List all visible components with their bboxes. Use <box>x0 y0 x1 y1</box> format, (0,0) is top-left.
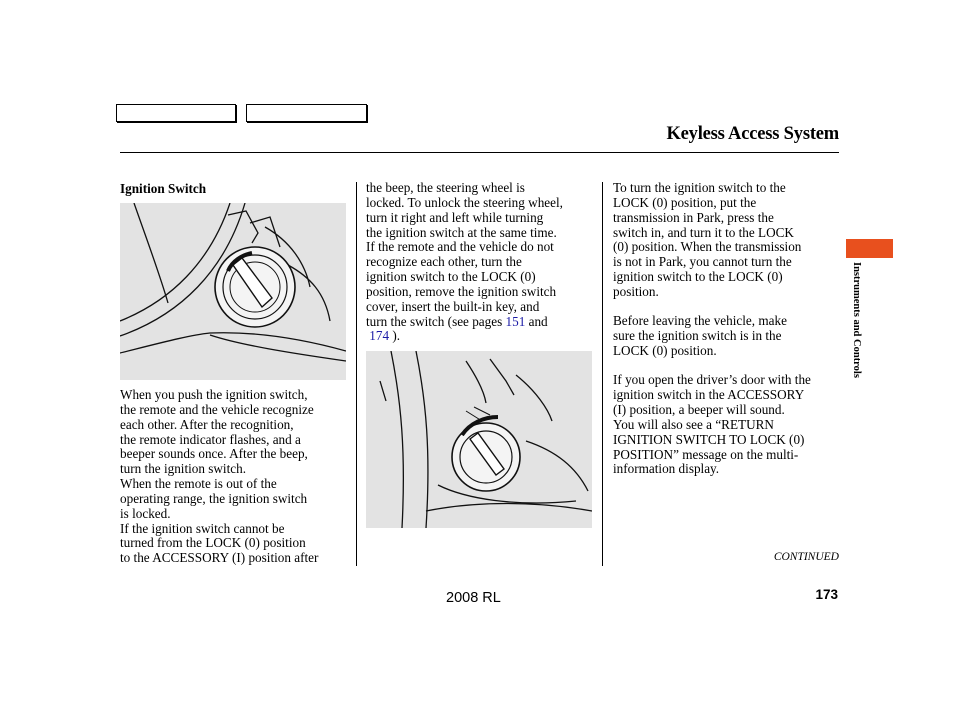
section-tab-marker <box>846 239 893 258</box>
text-line: (0) position. When the transmission <box>613 239 802 255</box>
text-line: When you push the ignition switch, <box>120 387 308 402</box>
text-line: the beep, the steering wheel is <box>366 180 525 195</box>
page-link-174[interactable]: 174 <box>369 328 390 344</box>
text-line: ignition switch to the LOCK (0) <box>366 269 536 285</box>
ignition-switch-cover-illustration <box>366 351 592 528</box>
text-line: IGNITION SWITCH TO LOCK (0) <box>613 431 805 447</box>
text-line: position, remove the ignition switch <box>366 283 557 299</box>
footer-model: 2008 RL <box>446 590 501 606</box>
text-line: turn the switch (see pages 151 and <box>366 313 548 329</box>
paragraph-3 <box>613 373 845 477</box>
text-line: position. <box>613 283 659 299</box>
text-line: turned from the LOCK (0) position <box>120 535 306 551</box>
text-line: sure the ignition switch is in the <box>613 328 782 344</box>
text-line: the ignition switch at the same time. <box>366 224 557 240</box>
column-divider-1 <box>356 182 357 566</box>
text-line: the remote and the vehicle recognize <box>120 401 314 417</box>
text-line: information display. <box>613 461 720 477</box>
ignition-switch-cover-drawing <box>366 351 592 528</box>
text-line: turn it right and left while turning <box>366 209 544 225</box>
text-line: turn the ignition switch. <box>120 461 247 477</box>
col2-text <box>366 181 600 344</box>
text-line: ignition switch to the LOCK (0) <box>613 269 783 285</box>
section-heading: Ignition Switch <box>120 181 207 196</box>
nav-button-prev[interactable] <box>116 104 236 122</box>
text-line: POSITION” message on the multi- <box>613 446 799 462</box>
text-line: transmission in Park, press the <box>613 209 774 225</box>
text-line: cover, insert the built-in key, and <box>366 298 540 314</box>
text-line: If you open the driver’s door with the <box>613 372 811 388</box>
text-line: If the remote and the vehicle do not <box>366 239 554 255</box>
text-line: is locked. <box>120 505 171 521</box>
text-line: LOCK (0) position. <box>613 342 717 358</box>
text-line: Before leaving the vehicle, make <box>613 313 787 329</box>
text-line: to the ACCESSORY (I) position after <box>120 550 319 566</box>
text-line: the remote indicator flashes, and a <box>120 431 301 447</box>
paragraph-2 <box>613 314 845 359</box>
section-side-label: Instruments and Controls <box>851 262 862 378</box>
col3-text <box>613 181 845 477</box>
text-line: LOCK (0) position, put the <box>613 194 757 210</box>
ignition-switch-illustration <box>120 203 346 380</box>
paragraph-1 <box>613 181 845 300</box>
text-line: operating range, the ignition switch <box>120 490 308 506</box>
text-line: switch in, and turn it to the LOCK <box>613 224 794 240</box>
text-line: beeper sounds once. After the beep, <box>120 446 308 462</box>
page-title: Keyless Access System <box>666 124 839 144</box>
nav-button-next[interactable] <box>246 104 367 122</box>
text-line: When the remote is out of the <box>120 476 277 492</box>
continued-label: CONTINUED <box>773 551 839 563</box>
page-number: 173 <box>815 587 838 602</box>
text-line: locked. To unlock the steering wheel, <box>366 194 563 210</box>
ignition-switch-drawing <box>120 203 346 380</box>
text-line: If the ignition switch cannot be <box>120 520 285 536</box>
text-line: To turn the ignition switch to the <box>613 180 786 195</box>
header-rule <box>120 152 839 153</box>
column-divider-2 <box>602 182 603 566</box>
page-link-151[interactable]: 151 <box>505 313 526 329</box>
text-line: is not in Park, you cannot turn the <box>613 254 792 270</box>
col1-text <box>120 388 352 566</box>
ignition-knob-2 <box>452 407 520 491</box>
text-line: 174 ). <box>369 328 401 344</box>
ignition-knob-1 <box>215 247 295 327</box>
text-line: ignition switch in the ACCESSORY <box>613 387 805 403</box>
text-line: You will also see a “RETURN <box>613 416 774 432</box>
text-line: recognize each other, turn the <box>366 254 522 270</box>
text-line: each other. After the recognition, <box>120 416 294 432</box>
text-line: (I) position, a beeper will sound. <box>613 401 785 417</box>
